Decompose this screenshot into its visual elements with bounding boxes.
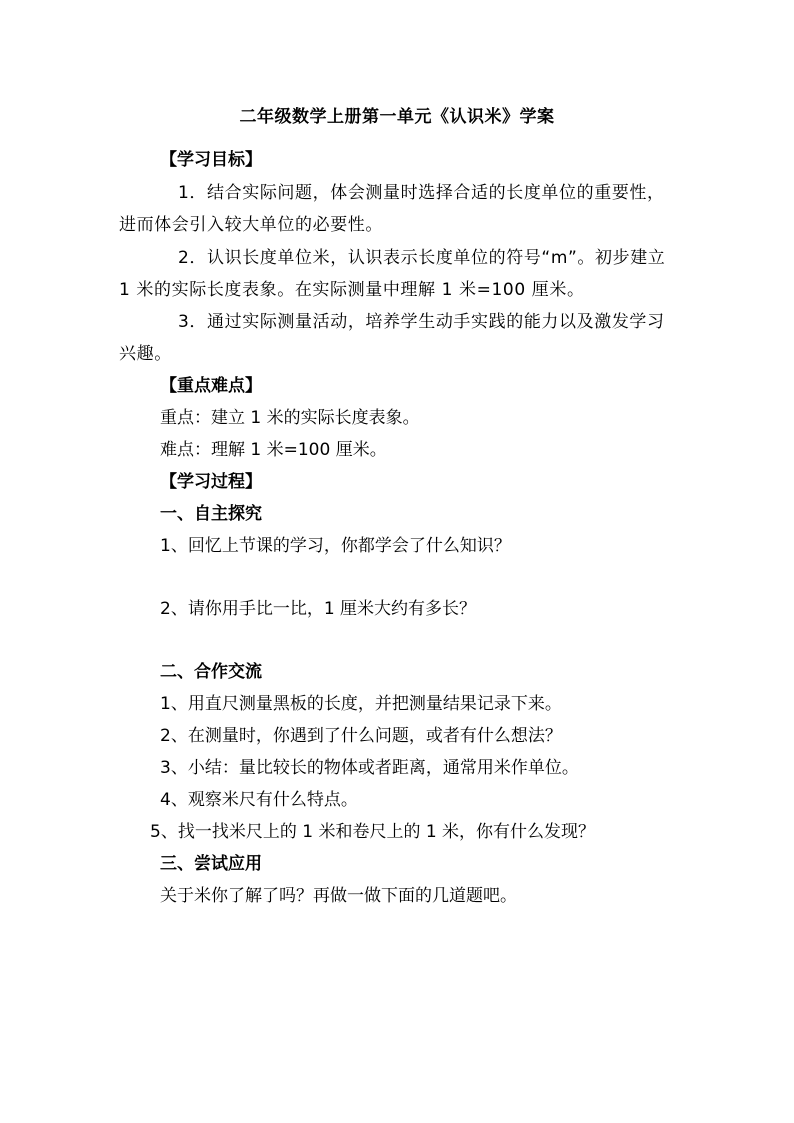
key-point-focus: 重点：建立 1 米的实际长度表象。 xyxy=(160,408,420,428)
process-heading: 【学习过程】 xyxy=(160,472,262,492)
section-3-intro: 关于米你了解了吗？再做一做下面的几道题吧。 xyxy=(160,886,517,906)
objective-1-line-1: 1．结合实际问题，体会测量时选择合适的长度单位的重要性， xyxy=(178,183,665,203)
objective-2-line-2: 1 米的实际长度表象。在实际测量中理解 1 米=100 厘米。 xyxy=(119,280,585,300)
objective-1-line-2: 进而体会引入较大单位的必要性。 xyxy=(119,215,383,235)
section-1-question-2: 2、请你用手比一比，1 厘米大约有多长？ xyxy=(160,599,477,619)
section-2-question-3: 3、小结：量比较长的物体或者距离，通常用米作单位。 xyxy=(160,758,579,778)
section-2-question-4: 4、观察米尺有什么特点。 xyxy=(160,790,358,810)
section-1-heading: 一、自主探究 xyxy=(160,504,262,524)
key-point-difficulty: 难点：理解 1 米=100 厘米。 xyxy=(160,440,387,460)
objective-2-line-1: 2．认识长度单位米，认识表示长度单位的符号“m”。初步建立 xyxy=(178,248,666,268)
section-2-heading: 二、合作交流 xyxy=(160,662,262,682)
section-2-question-1: 1、用直尺测量黑板的长度，并把测量结果记录下来。 xyxy=(160,694,562,714)
objectives-heading: 【学习目标】 xyxy=(160,150,262,170)
key-points-heading: 【重点难点】 xyxy=(160,376,262,396)
objective-3-line-2: 兴趣。 xyxy=(119,344,172,364)
section-2-question-5: 5、找一找米尺上的 1 米和卷尺上的 1 米，你有什么发现？ xyxy=(150,822,596,842)
document-title: 二年级数学上册第一单元《认识米》学案 xyxy=(239,107,555,127)
section-3-heading: 三、尝试应用 xyxy=(160,854,262,874)
objective-3-line-1: 3．通过实际测量活动，培养学生动手实践的能力以及激发学习 xyxy=(178,312,665,332)
section-1-question-1: 1、回忆上节课的学习，你都学会了什么知识？ xyxy=(160,536,511,556)
section-2-question-2: 2、在测量时，你遇到了什么问题，或者有什么想法？ xyxy=(160,726,562,746)
